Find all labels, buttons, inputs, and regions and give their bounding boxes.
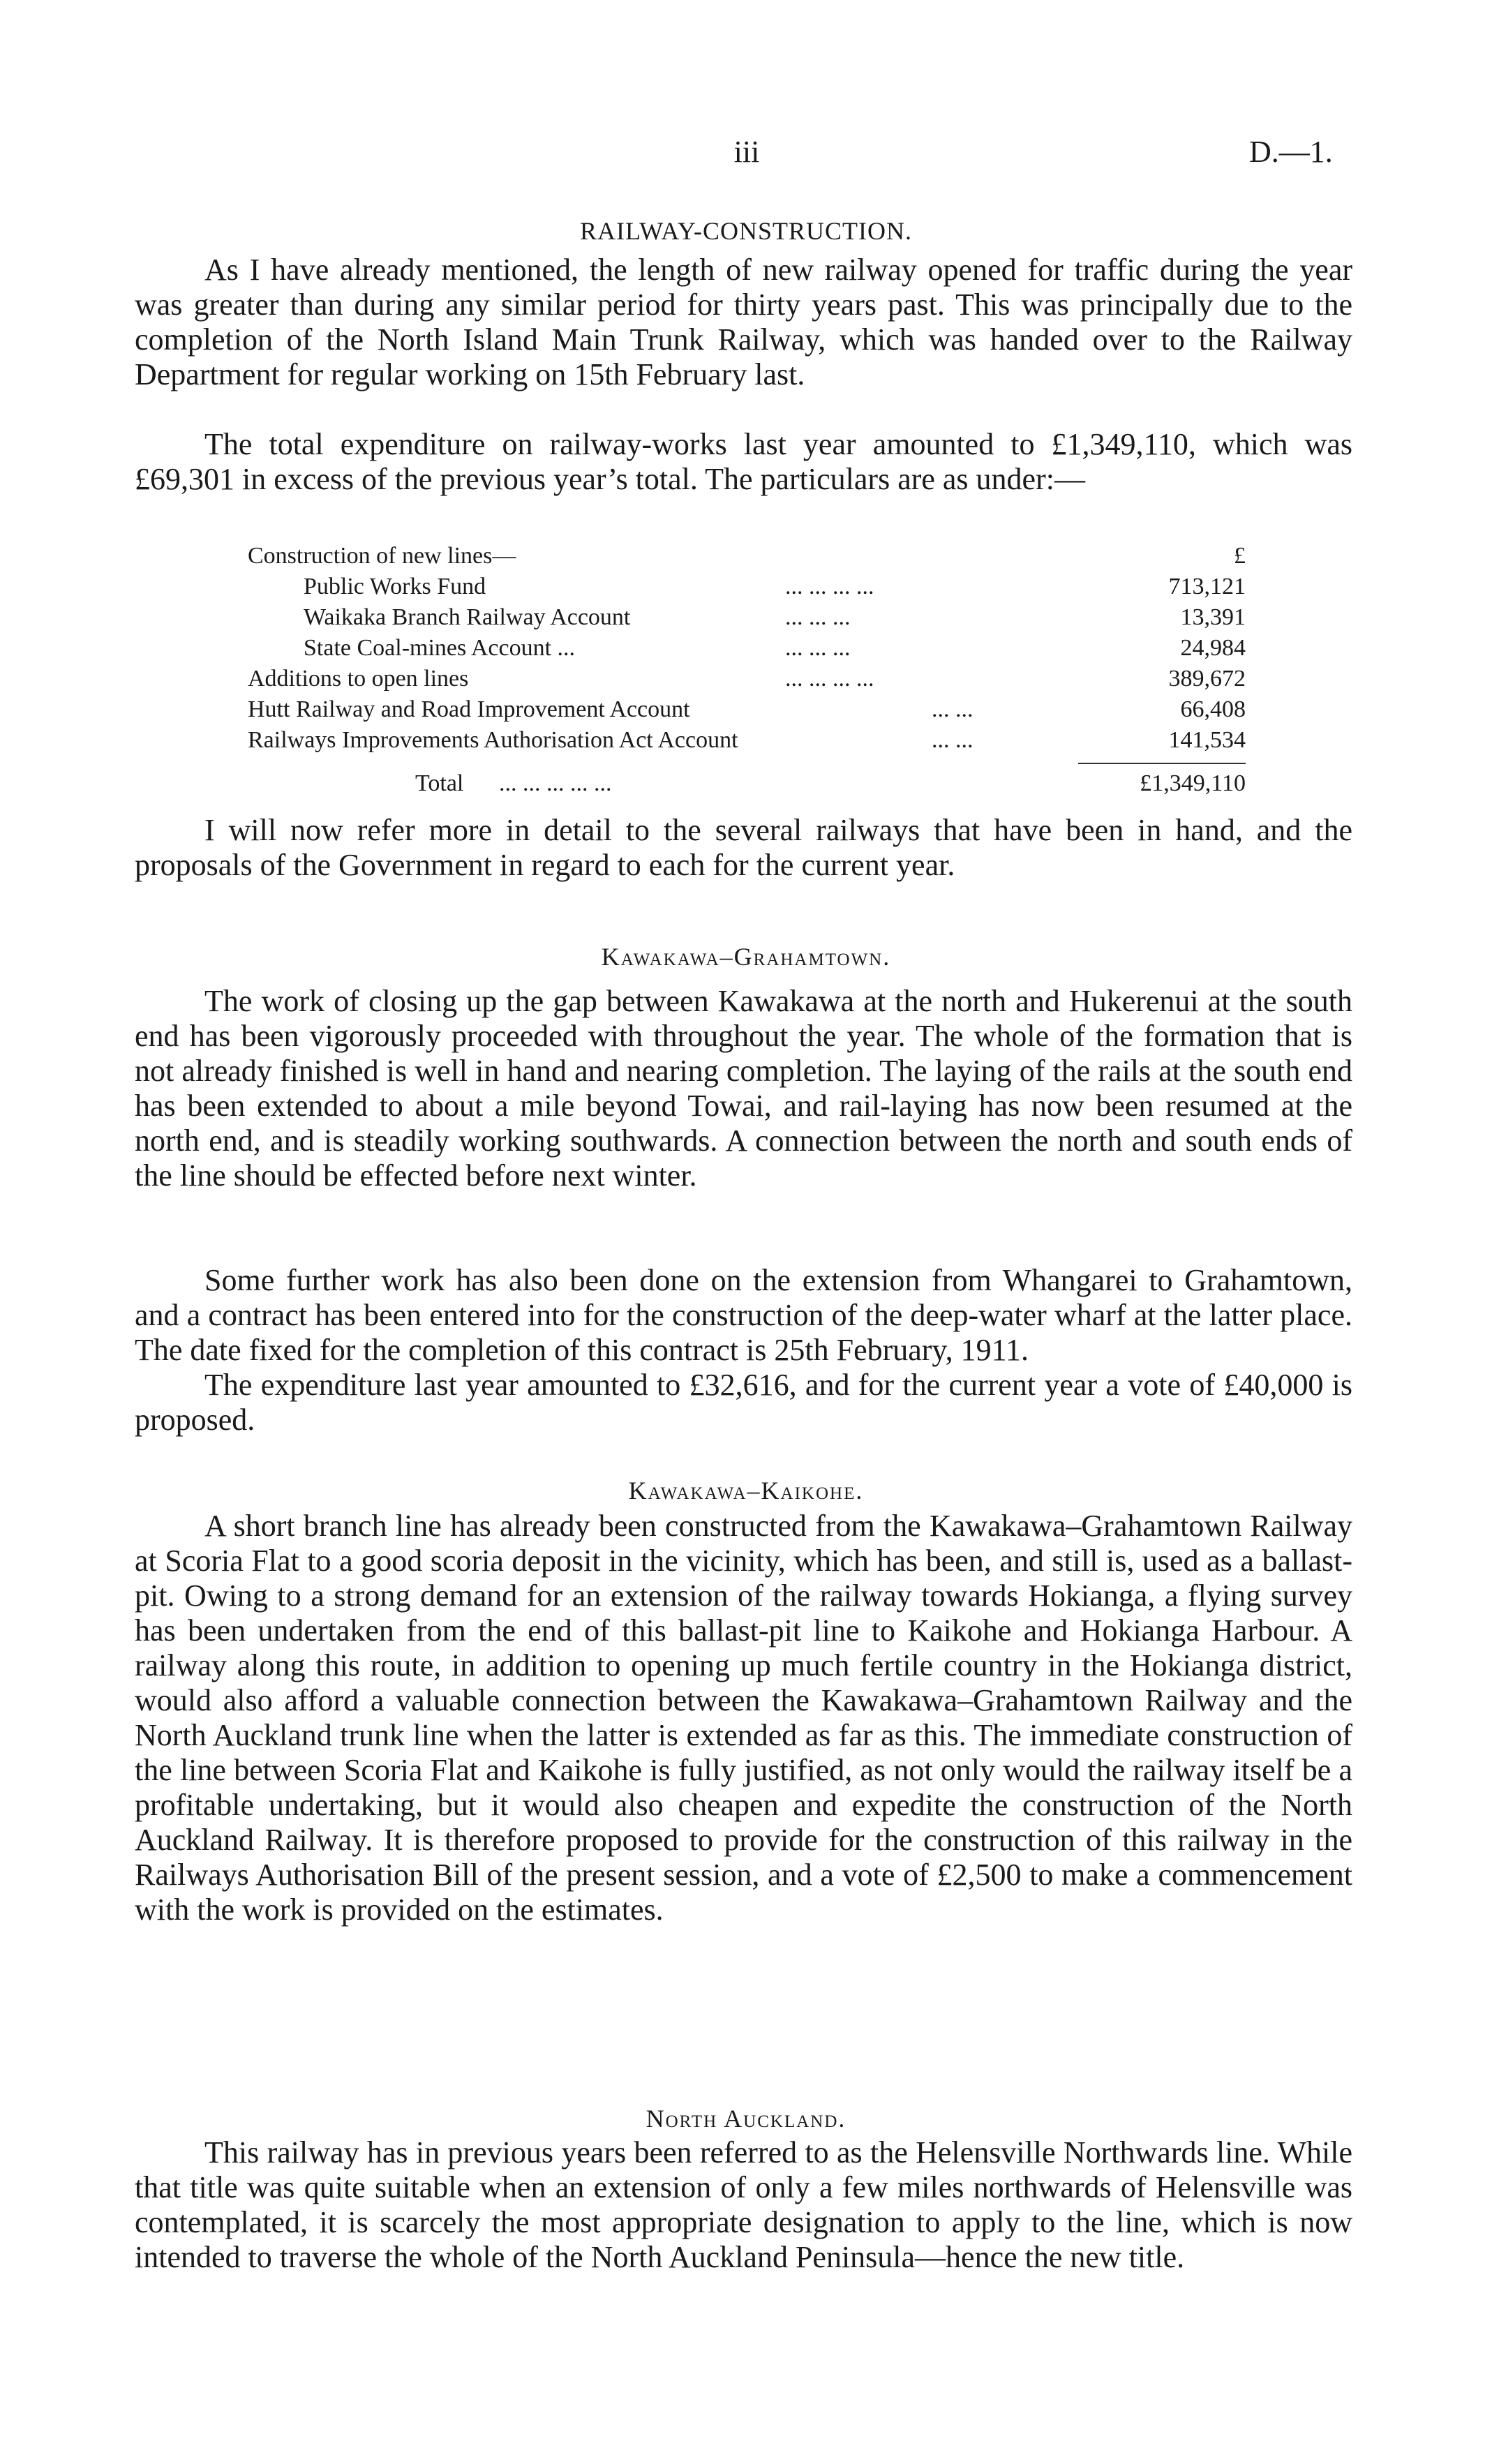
row-label: Additions to open lines: [248, 666, 469, 692]
expenditure-table: [248, 541, 1246, 799]
total-label: Total: [415, 770, 464, 796]
table-row: [248, 664, 1246, 694]
table-row: [248, 633, 1246, 664]
paragraph-4: The work of closing up the gap between Kawakawa at the north and Hukerenui at the south end has been vigorously proceeded with throughout the year. The whole of the formation that is not already finished is well in hand and nearing completion. The laying of the rails at the south end has been extended to about a mile beyond Towai, and rail-laying has now been resumed at the north end, and is steadily working southwards. A connection between the north and south ends of the line should be effected before next winter.: [135, 984, 1352, 1193]
section-heading-kawakawa-grahamtown: Kawakawa–Grahamtown.: [601, 943, 891, 971]
section-heading-railway-construction: RAILWAY-CONSTRUCTION.: [579, 217, 912, 245]
leader-dots: ... ... ...: [785, 604, 851, 630]
row-label: State Coal-mines Account ...: [304, 635, 576, 661]
row-label: Public Works Fund: [304, 574, 486, 599]
leader-dots: ... ...: [932, 696, 973, 722]
row-label: Hutt Railway and Road Improvement Account: [248, 696, 690, 722]
row-label: Railways Improvements Authorisation Act Account: [248, 727, 738, 753]
table-heading: Construction of new lines—: [248, 543, 516, 569]
paragraph-3: I will now refer more in detail to the several railways that have been in hand, and the proposals of the Government in regard to each for the current year.: [135, 813, 1352, 882]
row-amount: 141,534: [1168, 727, 1246, 753]
total-amount: £1,349,110: [1140, 770, 1246, 796]
leader-dots: ... ... ...: [785, 635, 851, 661]
leader-dots: ... ... ... ...: [785, 574, 874, 599]
section-heading-north-auckland: North Auckland.: [646, 2105, 846, 2133]
total-rule: [1078, 763, 1246, 764]
document-reference: D.—1.: [1249, 135, 1333, 169]
paragraph-5: Some further work has also been done on the extension from Whangarei to Grahamtown, and a contract has been entered into for the construction of the deep-water wharf at the latter place. The date fixed for the completion of this contract is 25th February, 1911.: [135, 1263, 1352, 1367]
row-amount: 24,984: [1180, 635, 1246, 661]
currency-header: £: [1234, 543, 1246, 569]
leader-dots: ... ... ... ... ...: [499, 770, 612, 796]
section-heading-kawakawa-kaikohe: Kawakawa–Kaikohe.: [628, 1477, 864, 1504]
paragraph-7: A short branch line has already been constructed from the Kawakawa–Grahamtown Railway at Scoria Flat to a good scoria deposit in the vicinity, which has been, and still is, used as a ballast-pit. Owing to a strong demand for an extension of the railway towards Hokianga, a flying survey has been undertaken from the end of this ballast-pit line to Kaikohe and Hokianga Harbour. A railway along this route, in addition to opening up much fertile country in the Hokianga district, would also afford a valuable connection between the Kawakawa–Grahamtown Railway and the North Auckland trunk line when the latter is extended as far as this. The immediate construction of the line between Scoria Flat and Kaikohe is fully justified, as not only would the railway itself be a profitable undertaking, but it would also cheapen and expedite the construction of the North Auckland Railway. It is therefore proposed to provide for the construction of this railway in the Railways Authorisation Bill of the present session, and a vote of £2,500 to make a commencement with the work is provided on the estimates.: [135, 1509, 1352, 1927]
leader-dots: ... ... ... ...: [785, 666, 874, 692]
row-amount: 389,672: [1168, 666, 1246, 692]
paragraph-2: The total expenditure on railway-works last year amounted to £1,349,110, which was £69,301 in excess of the previous year’s total. The particulars are as under:—: [135, 427, 1352, 496]
page-number: iii: [733, 135, 760, 169]
table-row: [248, 572, 1246, 602]
paragraph-6: The expenditure last year amounted to £32,616, and for the current year a vote of £40,000 is proposed.: [135, 1368, 1352, 1437]
table-row: [248, 602, 1246, 633]
row-amount: 13,391: [1180, 604, 1246, 630]
row-amount: 713,121: [1168, 574, 1246, 599]
total-row: [248, 768, 1246, 799]
paragraph-1: As I have already mentioned, the length of new railway opened for traffic during the year was greater than during any similar period for thirty years past. This was principally due to the completion of the North Island Main Trunk Railway, which was handed over to the Railway Department for regular working on 15th February last.: [135, 253, 1352, 391]
row-label: Waikaka Branch Railway Account: [304, 604, 631, 630]
row-amount: 66,408: [1180, 696, 1246, 722]
leader-dots: ... ...: [932, 727, 973, 753]
table-heading-row: [248, 541, 1246, 572]
table-row: [248, 725, 1246, 756]
paragraph-8: This railway has in previous years been referred to as the Helensville Northwards line. While that title was quite suitable when an extension of only a few miles northwards of Helensville was contemplated, it is scarcely the most appropriate designation to apply to the line, which is now intended to traverse the whole of the North Auckland Peninsula—hence the new title.: [135, 2135, 1352, 2274]
table-row: [248, 694, 1246, 725]
